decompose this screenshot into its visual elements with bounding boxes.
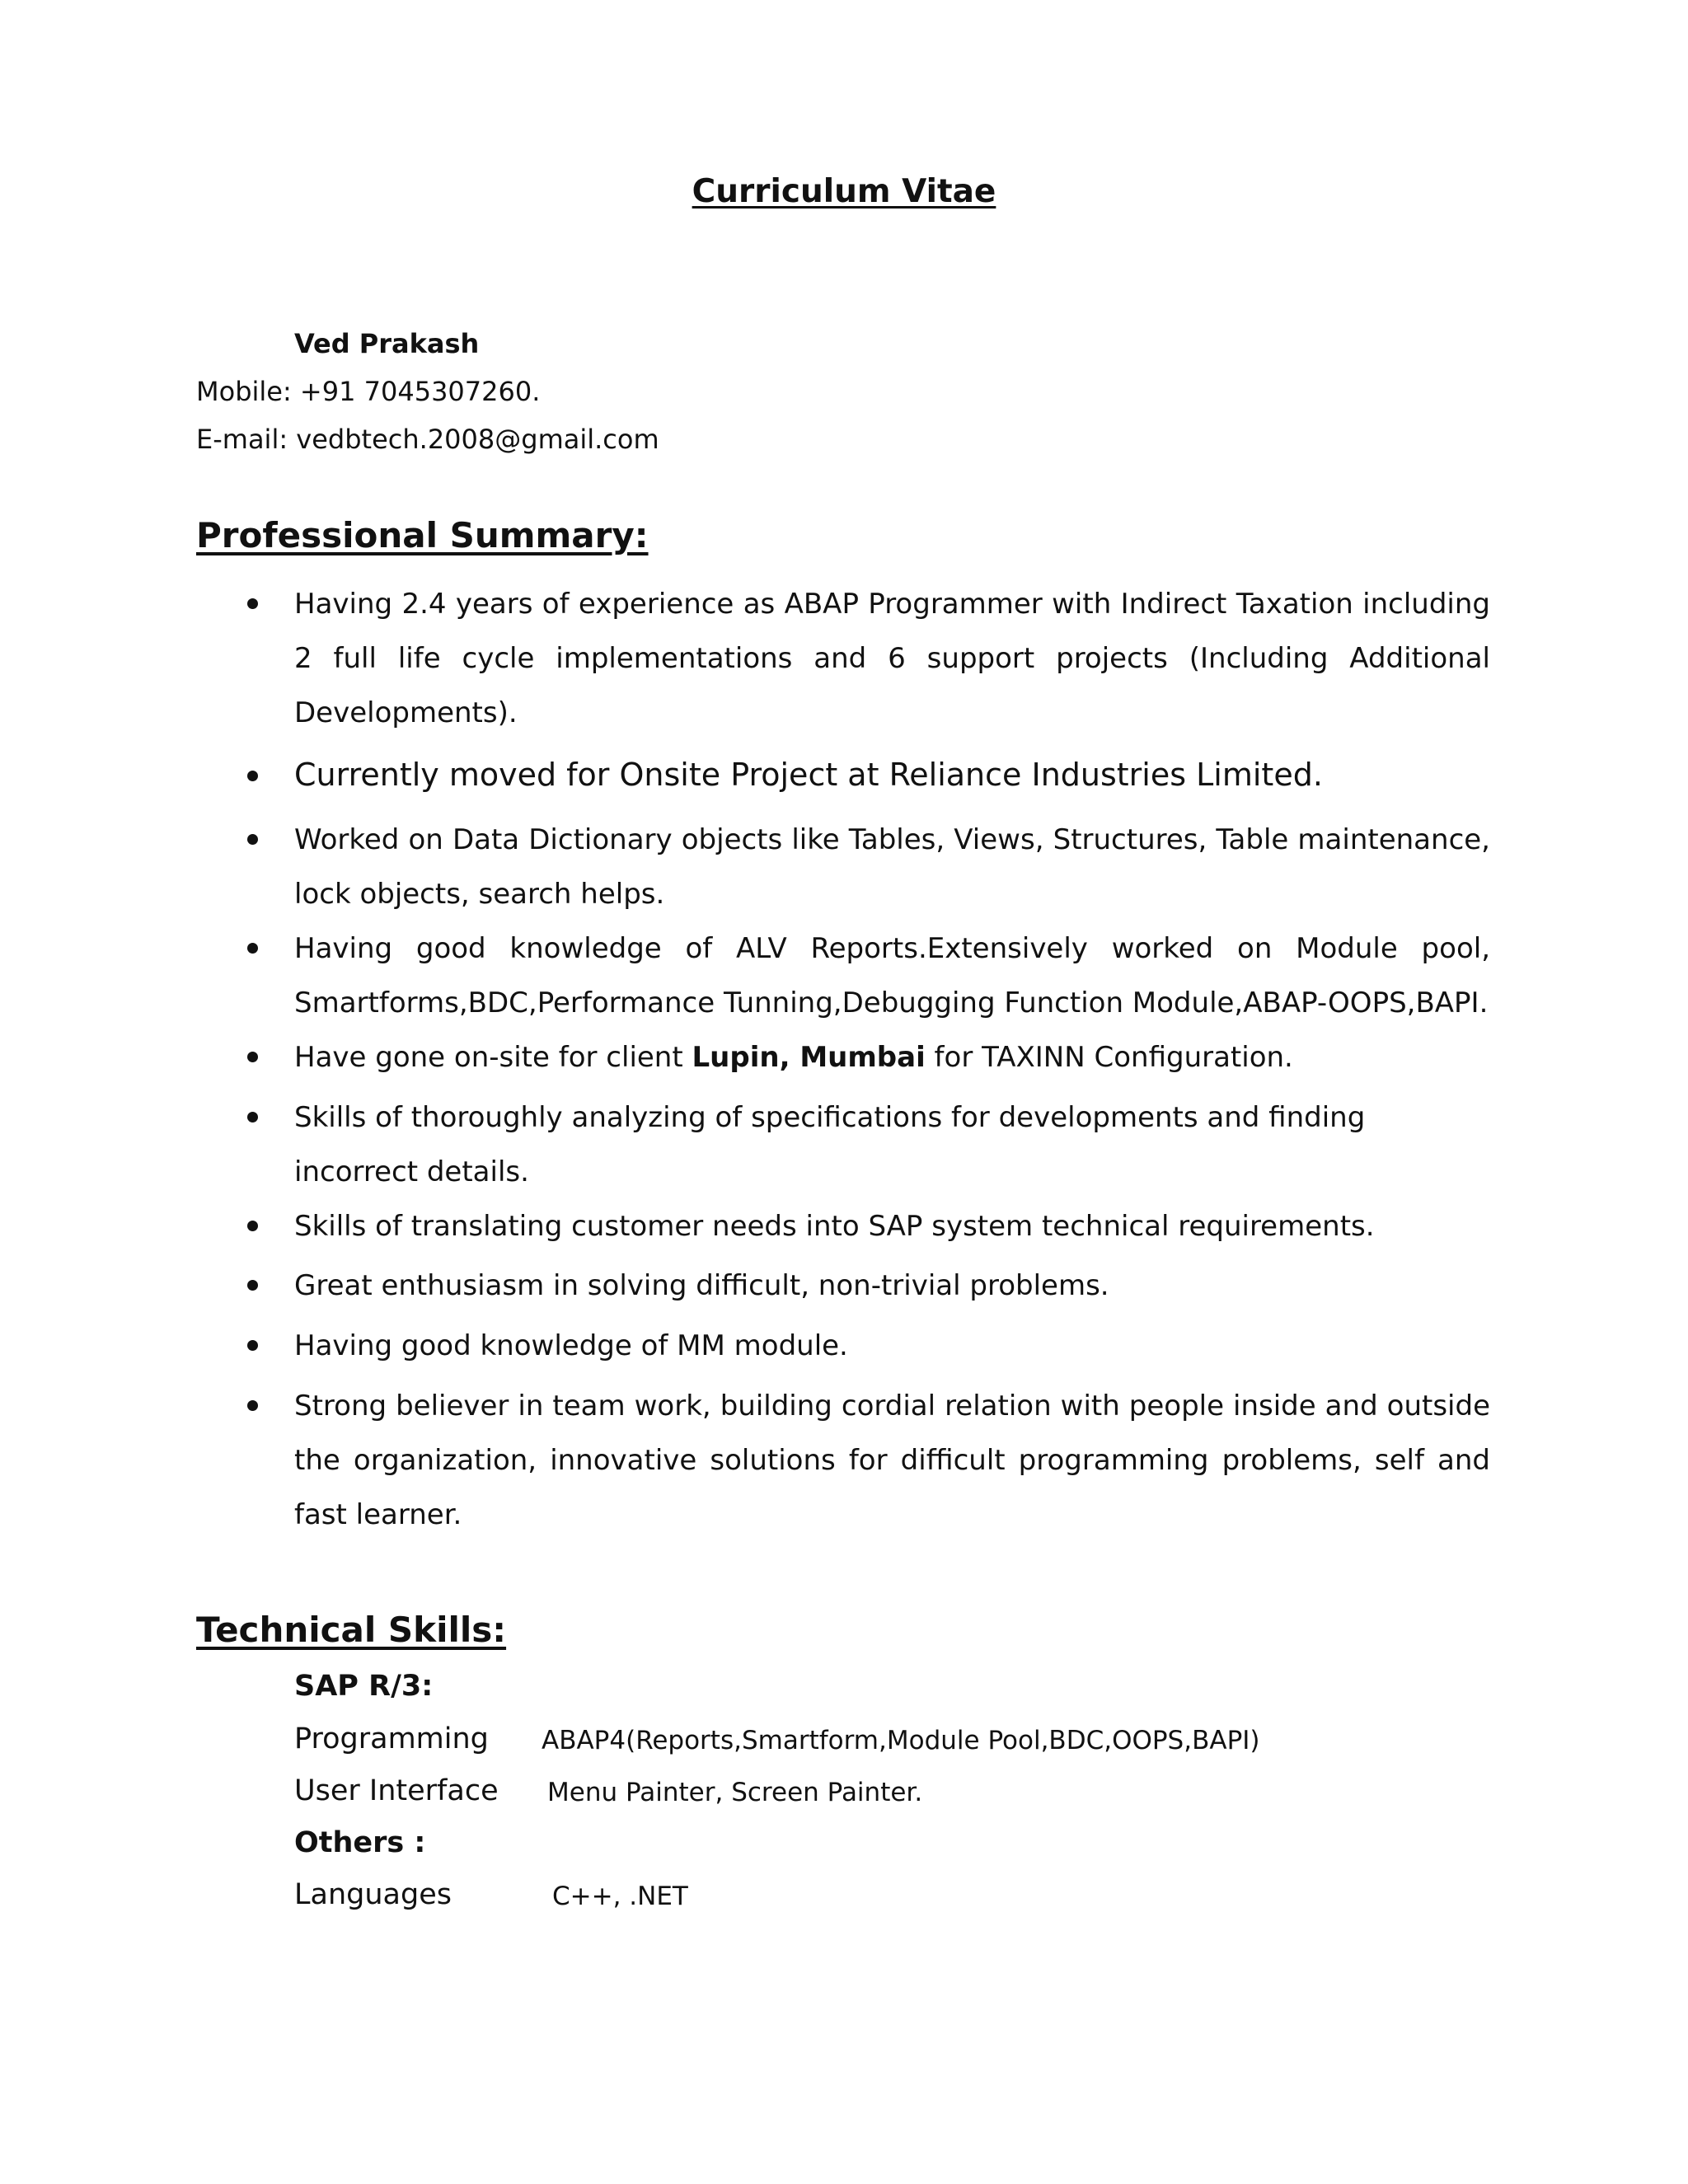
bullet-icon bbox=[247, 598, 258, 609]
summary-text: Worked on Data Dictionary objects like Tables, Views, Structures, Table maintenance, lock objects, search helps. bbox=[294, 823, 1490, 911]
technical-skills-heading: Technical Skills: bbox=[196, 1610, 507, 1650]
programming-row bbox=[294, 1722, 1260, 1755]
list-item bbox=[196, 746, 1490, 804]
sap-label: SAP R/3: bbox=[294, 1670, 434, 1703]
list-item bbox=[196, 1319, 1490, 1373]
bullet-icon bbox=[247, 771, 258, 781]
summary-text: Skills of translating customer needs into SAP system technical requirements. bbox=[294, 1210, 1375, 1243]
bullet-icon bbox=[247, 1280, 258, 1291]
email-address: E-mail: vedbtech.2008@gmail.com bbox=[196, 424, 659, 455]
summary-text: Strong believer in team work, building cordial relation with people inside and outside the organization, innovative solutions for difficult programming problems, self and fast learner. bbox=[294, 1390, 1490, 1531]
user-interface-label: User Interface bbox=[294, 1774, 499, 1807]
professional-summary-heading: Professional Summary: bbox=[196, 515, 649, 555]
user-interface-row bbox=[294, 1774, 923, 1807]
bullet-icon bbox=[247, 1052, 258, 1062]
candidate-name: Ved Prakash bbox=[294, 328, 480, 359]
list-item bbox=[196, 1030, 1490, 1085]
list-item bbox=[196, 921, 1490, 1030]
bullet-icon bbox=[247, 1340, 258, 1351]
programming-value: ABAP4(Reports,Smartform,Module Pool,BDC,OOPS,BAPI) bbox=[542, 1726, 1260, 1755]
user-interface-value: Menu Painter, Screen Painter. bbox=[547, 1778, 923, 1807]
mobile-number: Mobile: +91 7045307260. bbox=[196, 376, 541, 407]
client-name: Lupin, Mumbai bbox=[692, 1041, 926, 1074]
summary-text: Having good knowledge of ALV Reports.Extensively worked on Module pool, Smartforms,BDC,Performance Tunning,Debugging Function Module,ABAP-OOPS,BAPI. bbox=[294, 932, 1490, 1019]
bullet-icon bbox=[247, 943, 258, 954]
languages-row bbox=[294, 1878, 688, 1911]
summary-text: Skills of thoroughly analyzing of specifications for developments and finding incorrect details. bbox=[294, 1101, 1366, 1188]
summary-text: Having 2.4 years of experience as ABAP Programmer with Indirect Taxation including 2 full life cycle implementations and 6 support projects (Including Additional Developments). bbox=[294, 588, 1490, 729]
onsite-suffix: for TAXINN Configuration. bbox=[925, 1041, 1293, 1074]
bullet-icon bbox=[247, 1400, 258, 1411]
languages-value: C++, .NET bbox=[552, 1882, 688, 1911]
summary-text: Currently moved for Onsite Project at Reliance Industries Limited. bbox=[294, 757, 1323, 793]
summary-text: Great enthusiasm in solving difficult, non-trivial problems. bbox=[294, 1269, 1109, 1302]
languages-label: Languages bbox=[294, 1878, 452, 1911]
others-label: Others : bbox=[294, 1826, 426, 1859]
bullet-icon bbox=[247, 834, 258, 845]
programming-label: Programming bbox=[294, 1722, 489, 1755]
bullet-icon bbox=[247, 1112, 258, 1122]
summary-text bbox=[294, 1030, 1490, 1085]
list-item bbox=[196, 813, 1490, 921]
bullet-icon bbox=[247, 1221, 258, 1231]
list-item bbox=[196, 1258, 1490, 1313]
onsite-prefix: Have gone on-site for client bbox=[294, 1041, 692, 1074]
document-title: Curriculum Vitae bbox=[692, 173, 996, 210]
summary-text: Having good knowledge of MM module. bbox=[294, 1329, 848, 1362]
list-item bbox=[196, 1199, 1490, 1254]
list-item bbox=[196, 1379, 1490, 1542]
list-item bbox=[196, 577, 1490, 740]
list-item bbox=[196, 1090, 1490, 1199]
